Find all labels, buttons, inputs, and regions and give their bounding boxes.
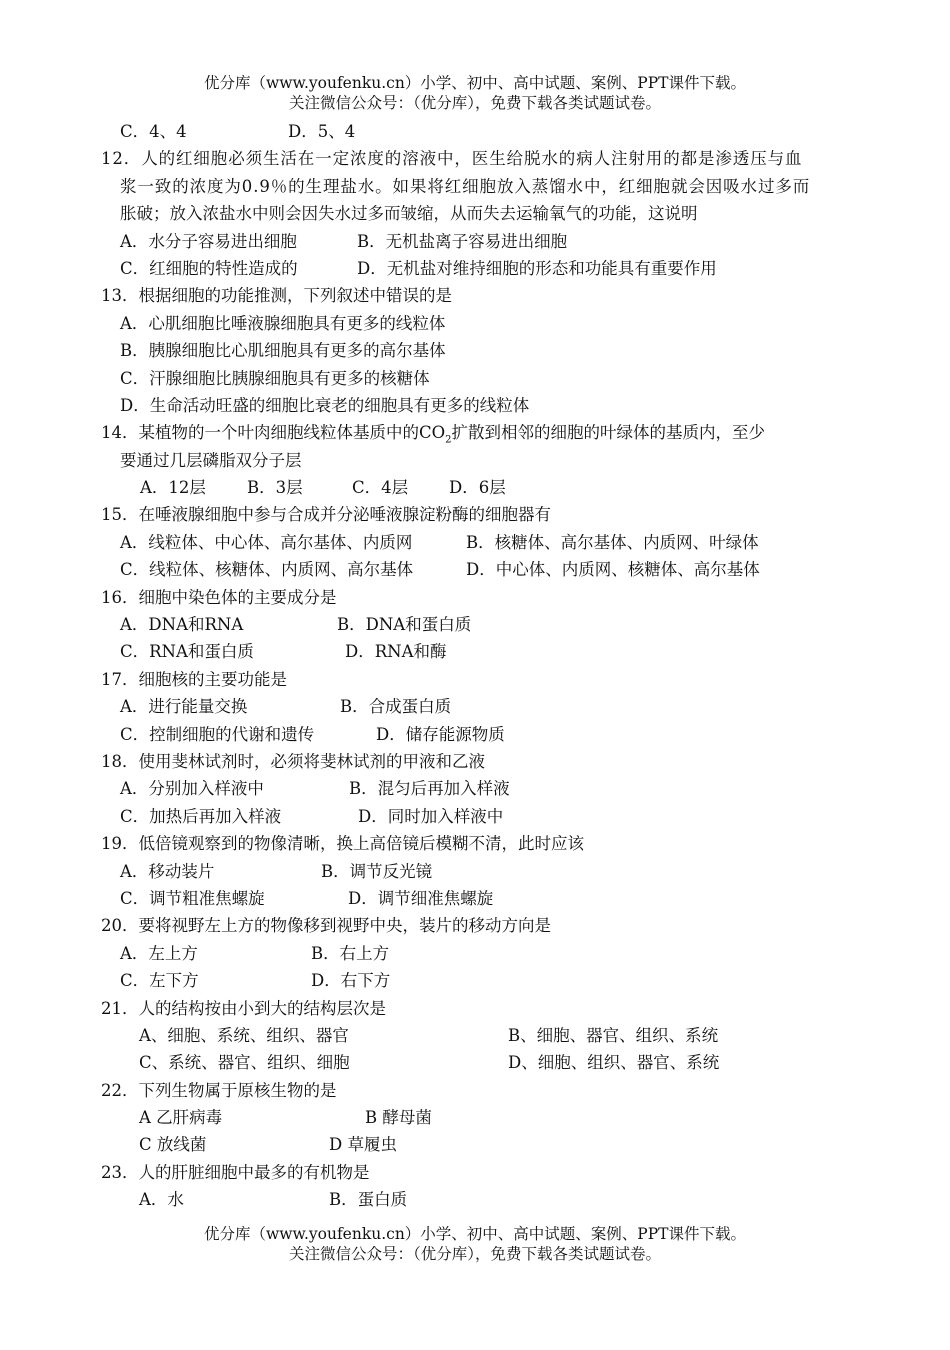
q15-options-cd xyxy=(0,556,950,583)
q14-option-a: A．12层 xyxy=(140,478,206,498)
q22-stem xyxy=(0,1077,950,1104)
q14-stem-text-2: 要通过几层磷脂双分子层 xyxy=(120,450,302,470)
exam-content xyxy=(0,118,950,1214)
q19-stem-text: 19．低倍镜观察到的物像清晰，换上高倍镜后模糊不清，此时应该 xyxy=(101,834,584,854)
q17-option-c: C．控制细胞的代谢和遗传 xyxy=(120,724,315,744)
q20-options-ab xyxy=(0,940,950,967)
q13-option-a-text: A．心肌细胞比唾液腺细胞具有更多的线粒体 xyxy=(120,313,446,333)
q20-stem-text: 20．要将视野左上方的物像移到视野中央，装片的移动方向是 xyxy=(101,916,551,936)
q12-stem-line-1 xyxy=(0,145,950,172)
q18-stem-text: 18．使用斐林试剂时，必须将斐林试剂的甲液和乙液 xyxy=(101,751,485,771)
q19-stem xyxy=(0,830,950,857)
header-line-2: 关注微信公众号：（优分库），免费下载各类试题试卷。 xyxy=(288,94,661,112)
q22-option-a: A 乙肝病毒 xyxy=(139,1108,223,1128)
q21-option-d: D、细胞、组织、器官、系统 xyxy=(508,1053,720,1073)
q19-option-d: D．调节细准焦螺旋 xyxy=(348,888,494,908)
q17-options-cd xyxy=(0,721,950,748)
q13-option-d-text: D．生命活动旺盛的细胞比衰老的细胞具有更多的线粒体 xyxy=(120,395,530,415)
q18-stem xyxy=(0,748,950,775)
q11-option-c: C．4、4 xyxy=(120,122,187,141)
q20-stem xyxy=(0,912,950,939)
q16-option-c: C．RNA和蛋白质 xyxy=(120,642,254,662)
q12-stem-text-2: 浆一致的浓度为0.9％的生理盐水。如果将红细胞放入蒸馏水中，红细胞就会因吸水过多而 xyxy=(120,176,811,196)
footer-line-2: 关注微信公众号：（优分库），免费下载各类试题试卷。 xyxy=(288,1245,661,1263)
q16-option-d: D．RNA和酶 xyxy=(345,642,447,662)
q16-options-cd xyxy=(0,638,950,665)
q14-option-c: C．4层 xyxy=(352,478,409,498)
q12-option-d: D．无机盐对维持细胞的形态和功能具有重要作用 xyxy=(357,258,717,278)
q16-options-ab xyxy=(0,611,950,638)
q17-option-a: A．进行能量交换 xyxy=(120,697,248,717)
q14-options xyxy=(0,474,950,501)
q14-stem-line-2 xyxy=(0,447,950,474)
q21-stem-text: 21．人的结构按由小到大的结构层次是 xyxy=(101,998,386,1018)
q15-option-a: A．线粒体、中心体、高尔基体、内质网 xyxy=(120,532,413,552)
q12-options-ab xyxy=(0,228,950,255)
q12-option-c: C．红细胞的特性造成的 xyxy=(120,258,298,278)
q17-options-ab xyxy=(0,693,950,720)
q16-option-a: A．DNA和RNA xyxy=(120,615,244,635)
page-footer xyxy=(0,1224,950,1264)
q13-stem-text: 13．根据细胞的功能推测，下列叙述中错误的是 xyxy=(101,286,452,306)
q17-stem-text: 17．细胞核的主要功能是 xyxy=(101,669,287,689)
header-line-1: 优分库（www.youfenku.cn）小学、初中、高中试题、案例、PPT课件下载。 xyxy=(203,74,747,92)
q23-option-b: B．蛋白质 xyxy=(329,1190,408,1210)
q13-stem xyxy=(0,282,950,309)
q22-options-cd xyxy=(0,1131,950,1158)
page-header xyxy=(0,73,950,113)
q18-option-b: B．混匀后再加入样液 xyxy=(349,779,510,799)
q19-options-ab xyxy=(0,858,950,885)
q20-option-d: D．右下方 xyxy=(311,971,391,991)
q18-option-c: C．加热后再加入样液 xyxy=(120,806,282,826)
q12-stem-text-3: 胀破；放入浓盐水中则会因失水过多而皱缩，从而失去运输氧气的功能，这说明 xyxy=(120,204,698,224)
footer-line-1: 优分库（www.youfenku.cn）小学、初中、高中试题、案例、PPT课件下载。 xyxy=(203,1225,747,1243)
q23-option-a: A．水 xyxy=(139,1190,184,1210)
q12-stem-line-3 xyxy=(0,200,950,227)
q17-option-d: D．储存能源物质 xyxy=(376,724,505,744)
q11-option-d: D．5、4 xyxy=(288,122,356,141)
q13-option-c-text: C．汗腺细胞比胰腺细胞具有更多的核糖体 xyxy=(120,368,430,388)
q18-option-a: A．分别加入样液中 xyxy=(120,779,264,799)
q16-stem-text: 16．细胞中染色体的主要成分是 xyxy=(101,587,337,607)
q13-option-b-text: B．胰腺细胞比心肌细胞具有更多的高尔基体 xyxy=(120,341,446,361)
q22-options-ab xyxy=(0,1104,950,1131)
q20-option-a: A．左上方 xyxy=(120,943,198,963)
q15-option-c: C．线粒体、核糖体、内质网、高尔基体 xyxy=(120,560,414,580)
q13-option-b xyxy=(0,337,950,364)
q19-option-b: B．调节反光镜 xyxy=(321,861,433,881)
q18-options-ab xyxy=(0,775,950,802)
q23-stem xyxy=(0,1159,950,1186)
q23-options-ab xyxy=(0,1186,950,1213)
q18-options-cd xyxy=(0,803,950,830)
q14-option-d: D．6层 xyxy=(449,478,506,498)
q12-stem-text-1: 12．人的红细胞必须生活在一定浓度的溶液中，医生给脱水的病人注射用的都是渗透压与血 xyxy=(101,149,803,169)
q22-option-b: B 酵母菌 xyxy=(365,1108,432,1128)
q12-option-a: A．水分子容易进出细胞 xyxy=(120,231,297,251)
q15-stem-text: 15．在唾液腺细胞中参与合成并分泌唾液腺淀粉酶的细胞器有 xyxy=(101,505,551,525)
q15-stem xyxy=(0,501,950,528)
q20-option-c: C．左下方 xyxy=(120,971,199,991)
q14-stem-part-b: 扩散到相邻的细胞的叶绿体的基质内，至少 xyxy=(451,423,766,443)
q12-options-cd xyxy=(0,255,950,282)
q19-option-c: C．调节粗准焦螺旋 xyxy=(120,888,265,908)
q16-stem xyxy=(0,584,950,611)
q12-option-b: B．无机盐离子容易进出细胞 xyxy=(357,231,568,251)
q17-stem xyxy=(0,666,950,693)
q20-option-b: B．右上方 xyxy=(311,943,390,963)
q15-option-d: D．中心体、内质网、核糖体、高尔基体 xyxy=(466,560,760,580)
q14-option-b: B．3层 xyxy=(247,478,303,498)
q11-options-cd xyxy=(0,118,950,145)
q21-option-c: C、系统、器官、组织、细胞 xyxy=(139,1053,350,1073)
q14-co2-subscript: 2 xyxy=(445,434,452,446)
q14-stem-part-a: 14．某植物的一个叶肉细胞线粒体基质中的CO xyxy=(101,423,446,443)
q20-options-cd xyxy=(0,967,950,994)
q21-option-b: B、细胞、器官、组织、系统 xyxy=(508,1025,719,1045)
q21-options-cd xyxy=(0,1049,950,1076)
q13-option-a xyxy=(0,310,950,337)
q23-stem-text: 23．人的肝脏细胞中最多的有机物是 xyxy=(101,1162,370,1182)
q22-option-c: C 放线菌 xyxy=(139,1135,207,1155)
q15-options-ab xyxy=(0,529,950,556)
q13-option-d xyxy=(0,392,950,419)
q12-stem-line-2 xyxy=(0,173,950,200)
q21-option-a: A、细胞、系统、组织、器官 xyxy=(139,1025,349,1045)
q16-option-b: B．DNA和蛋白质 xyxy=(337,615,472,635)
q21-options-ab xyxy=(0,1022,950,1049)
q22-stem-text: 22．下列生物属于原核生物的是 xyxy=(101,1080,337,1100)
q13-option-c xyxy=(0,365,950,392)
q17-option-b: B．合成蛋白质 xyxy=(340,697,452,717)
q19-options-cd xyxy=(0,885,950,912)
q14-stem-line-1 xyxy=(0,419,950,446)
q15-option-b: B．核糖体、高尔基体、内质网、叶绿体 xyxy=(466,532,759,552)
q19-option-a: A．移动装片 xyxy=(120,861,215,881)
q18-option-d: D．同时加入样液中 xyxy=(358,806,504,826)
q21-stem xyxy=(0,995,950,1022)
q22-option-d: D 草履虫 xyxy=(329,1135,397,1155)
